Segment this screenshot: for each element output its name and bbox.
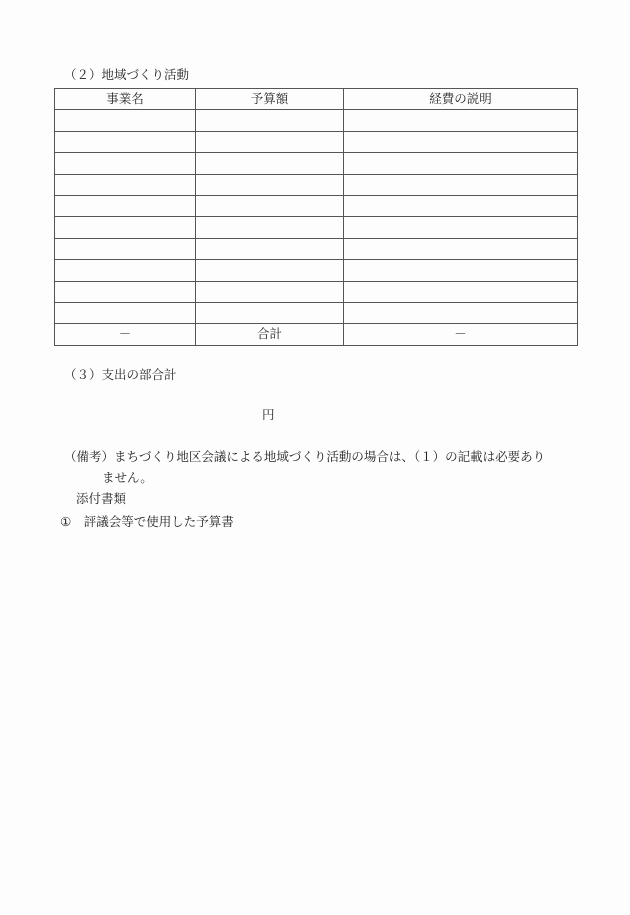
table-row [55,174,578,195]
section-2-title: （２）地域づくり活動 [64,67,190,82]
table-row [55,217,578,238]
cell-project-name[interactable] [55,110,196,131]
budget-table [54,88,578,346]
cell-budget-amount[interactable] [196,174,344,195]
cell-budget-amount[interactable] [196,217,344,238]
table-row [55,131,578,152]
total-row [55,324,578,345]
cell-expense-description[interactable] [344,195,578,216]
table-row [55,281,578,302]
cell-expense-description[interactable] [344,174,578,195]
cell-project-name[interactable] [55,302,196,323]
cell-budget-amount[interactable] [196,153,344,174]
cell-budget-amount[interactable] [196,131,344,152]
header-expense-description: 経費の説明 [344,89,578,110]
attachment-item: ① 評議会等で使用した予算書 [60,514,234,529]
cell-expense-description[interactable] [344,302,578,323]
cell-expense-description[interactable] [344,217,578,238]
table-row [55,260,578,281]
table-row [55,238,578,259]
table-row [55,110,578,131]
cell-project-name[interactable] [55,217,196,238]
attachments-title: 添付書類 [76,491,127,506]
header-budget-amount: 予算額 [196,89,344,110]
cell-expense-description[interactable] [344,131,578,152]
cell-project-name[interactable] [55,281,196,302]
cell-budget-amount[interactable] [196,281,344,302]
total-label: 合計 [196,324,344,345]
cell-project-name[interactable] [55,174,196,195]
cell-project-name[interactable] [55,238,196,259]
table-row [55,302,578,323]
cell-budget-amount[interactable] [196,195,344,216]
table-row [55,195,578,216]
section-3-title: （３）支出の部合計 [64,367,177,382]
cell-expense-description[interactable] [344,110,578,131]
note-line-2: ません。 [102,470,153,485]
total-yen-unit: 円 [262,407,275,422]
total-dash-left: － [55,324,196,345]
cell-project-name[interactable] [55,131,196,152]
cell-budget-amount[interactable] [196,110,344,131]
cell-expense-description[interactable] [344,153,578,174]
cell-expense-description[interactable] [344,238,578,259]
cell-budget-amount[interactable] [196,302,344,323]
cell-project-name[interactable] [55,195,196,216]
cell-budget-amount[interactable] [196,260,344,281]
cell-project-name[interactable] [55,153,196,174]
total-dash-right: － [344,324,578,345]
cell-project-name[interactable] [55,260,196,281]
header-project-name: 事業名 [55,89,196,110]
note-line-1: （備考）まちづくり地区会議による地域づくり活動の場合は、（１）の記載は必要あり [64,449,546,464]
cell-budget-amount[interactable] [196,238,344,259]
table-header-row [55,89,578,110]
cell-expense-description[interactable] [344,260,578,281]
table-row [55,153,578,174]
cell-expense-description[interactable] [344,281,578,302]
